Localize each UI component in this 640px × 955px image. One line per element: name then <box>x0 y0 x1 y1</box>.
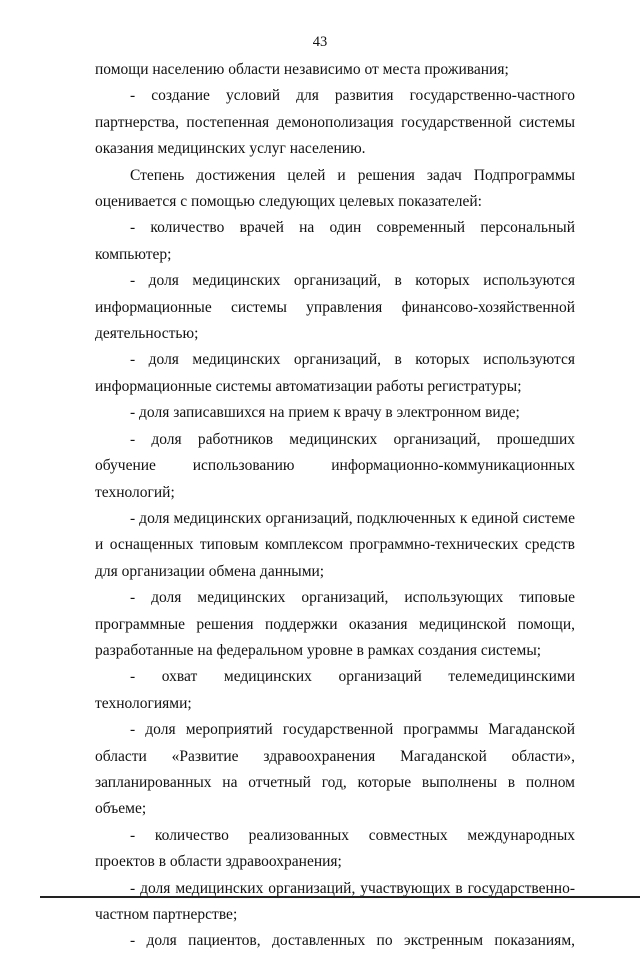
list-item: - доля медицинских организаций, участвующих в государственно-частном партнерстве; <box>95 879 575 923</box>
list-item: - доля медицинских организаций, в которых используются информационные системы управления финансово-хозяйственной деятельностью; <box>95 272 575 343</box>
list-item: - количество реализованных совместных международных проектов в области здравоохранения; <box>95 826 575 871</box>
document-body <box>95 57 575 955</box>
page-bottom-rule <box>40 896 640 898</box>
list-item: - доля пациентов, доставленных по экстренным показаниям, <box>130 932 575 950</box>
list-item: - доля медицинских организаций, использующих типовые программные решения поддержки оказания медицинской помощи, разработанные на федеральном уровне в рамках создания системы; <box>95 589 575 659</box>
page-number: 43 <box>312 34 328 50</box>
list-item: - доля медицинских организаций, в которых используются информационные системы автоматизации работы регистратуры; <box>95 351 575 395</box>
list-item: - доля мероприятий государственной программы Магаданской области «Развитие здравоохранения Магаданской области», запланированных на отчетный год, которые выполнены в полном объеме; <box>95 721 575 818</box>
list-item: - доля медицинских организаций, подключенных к единой системе и оснащенных типовым комплексом программно-технических средств для организации обмена данными; <box>95 509 575 580</box>
paragraph: помощи населению области независимо от места проживания; <box>95 61 509 78</box>
list-item: - количество врачей на один современный персональный компьютер; <box>95 219 575 263</box>
list-item: - охват медицинских организаций телемедицинскими технологиями; <box>95 668 575 712</box>
list-item: - доля записавшихся на прием к врачу в электронном виде; <box>130 404 520 422</box>
paragraph: - создание условий для развития государственно-частного партнерства, постепенная демонополизация государственной системы оказания медицинских услуг населению. <box>95 87 575 158</box>
list-item: - доля работников медицинских организаций, прошедших обучение использованию информационно-коммуникационных технологий; <box>95 430 575 501</box>
paragraph: Степень достижения целей и решения задач Подпрограммы оценивается с помощью следующих целевых показателей: <box>95 166 575 211</box>
